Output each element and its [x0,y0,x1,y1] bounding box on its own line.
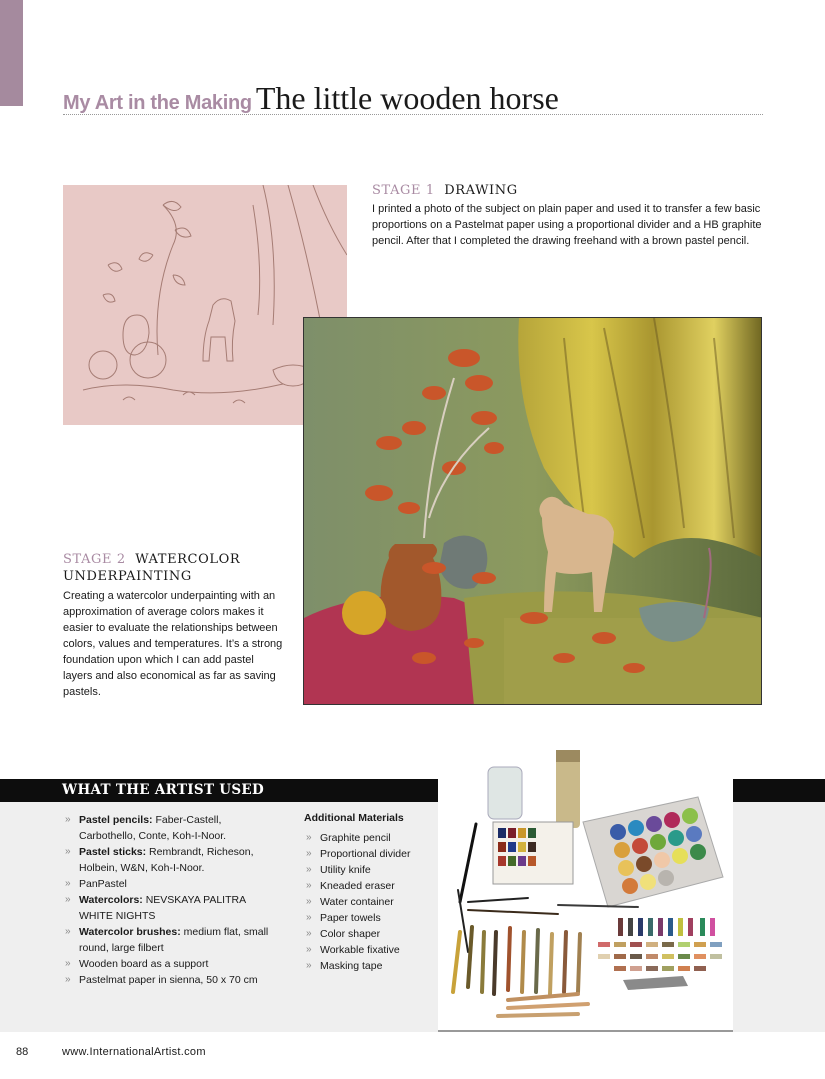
list-item: » Workable fixative [304,942,439,958]
materials-photo [438,742,733,1032]
page-title: The little wooden horse [255,80,559,116]
page-header [63,80,559,117]
list-item: » Wooden board as a support [63,956,278,972]
list-item: » Paper towels [304,910,439,926]
stage2-body: Creating a watercolor underpainting with an approximation of average colors makes it easier to evaluate the relationships between colors, values and temperatures. It’s a strong foundation upon which I can add pastel layers and also economical as far as saving pastels. [63,590,283,698]
materials-heading: WHAT THE ARTIST USED [62,782,265,798]
stage1-label: STAGE 1 [372,183,435,198]
additional-materials-heading: Additional Materials [304,812,404,824]
stage1-body: I printed a photo of the subject on plain paper and used it to transfer a few basic proportions on a Pastelmat paper using a proportional divider and a HB graphite pencil. After that I completed the drawing freehand with a brown pastel pencil. [372,203,762,247]
list-item: » Water container [304,894,439,910]
stage2-label: STAGE 2 [63,552,126,567]
stage2-title-line2: UNDERPAINTING [63,569,192,584]
list-item: » Pastel sticks: Rembrandt, Richeson, Holbein, W&N, Koh-I-Noor. [63,844,278,876]
materials-list [63,812,278,988]
list-item: » Watercolors: NEVSKAYA PALITRA WHITE NIGHTS [63,892,278,924]
header-divider [63,114,763,115]
list-item: » Kneaded eraser [304,878,439,894]
page-number: 88 [16,1046,29,1058]
stage1-title: DRAWING [444,183,518,198]
list-item: » Utility knife [304,862,439,878]
footer-url[interactable]: www.InternationalArtist.com [62,1046,206,1058]
stage2-watercolor-image [303,317,762,705]
list-item: » Proportional divider [304,846,439,862]
stage2-title-line1: WATERCOLOR [135,552,241,567]
stage1-heading [372,182,518,199]
list-item: » PanPastel [63,876,278,892]
list-item: » Pastel pencils: Faber-Castell, Carbothello, Conte, Koh-I-Noor. [63,812,278,844]
list-item: » Graphite pencil [304,830,439,846]
list-item: » Color shaper [304,926,439,942]
additional-materials-list [304,830,439,974]
list-item: » Pastelmat paper in sienna, 50 x 70 cm [63,972,278,988]
list-item: » Watercolor brushes: medium flat, small round, large filbert [63,924,278,956]
stage2-heading [63,551,240,585]
list-item: » Masking tape [304,958,439,974]
section-kicker: My Art in the Making [63,92,252,114]
section-tab [0,0,23,106]
